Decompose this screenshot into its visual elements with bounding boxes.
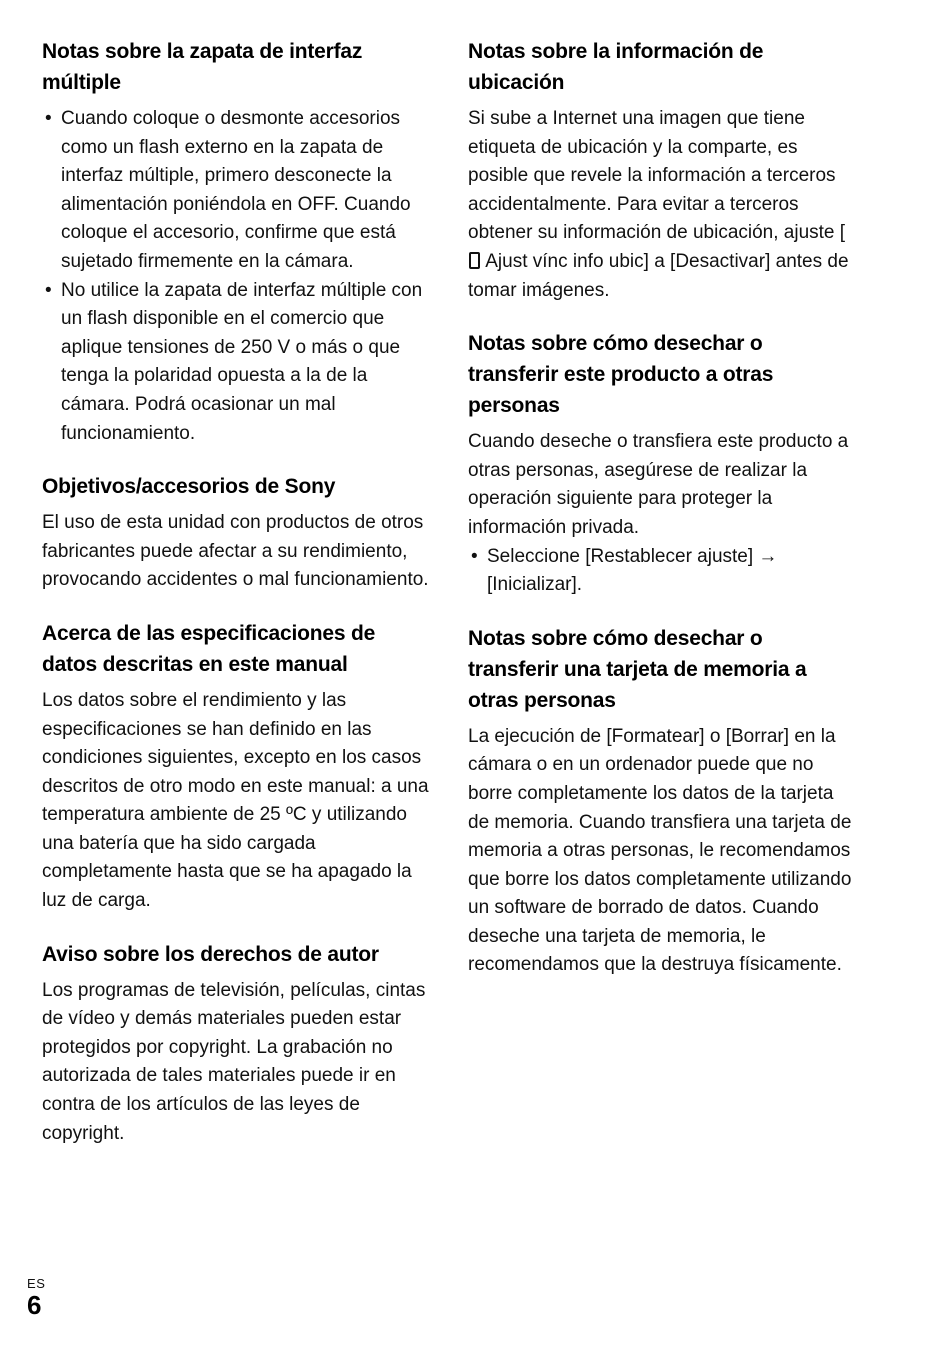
page-number: 6 xyxy=(27,1290,42,1320)
right-column xyxy=(468,36,856,1148)
bullet-list xyxy=(42,105,430,448)
two-column-layout xyxy=(42,36,912,1148)
left-column xyxy=(42,36,430,1148)
section-multi-interface-shoe xyxy=(42,36,430,448)
section-body: Los datos sobre el rendimiento y las especificaciones se han definido en las condiciones siguientes, excepto en los casos descritos de otro modo en este manual: a una temperatura ambiente de 25 ºC y utilizando una batería que ha sido cargada completamente hasta que se ha apagado la luz de carga. xyxy=(42,689,429,912)
section-heading: Notas sobre cómo desechar o transferir este producto a otras personas xyxy=(468,332,774,418)
section-copyright-notice xyxy=(42,939,430,1149)
bullet-item: • Seleccione [Restablecer ajuste] → [Inicializar]. xyxy=(468,543,856,600)
section-body xyxy=(468,105,856,305)
body-text-after-icon: Ajust vínc info ubic] a [Desactivar] antes de tomar imágenes. xyxy=(468,250,849,301)
body-text-before-icon: Si sube a Internet una imagen que tiene etiqueta de ubicación y la comparte, es posible que revele la información a terceros accidentalmente. Para evitar a terceros obtener su información de ubicación, ajuste [ xyxy=(468,108,846,244)
section-disposal-transfer-product xyxy=(468,328,856,600)
section-body: Los programas de televisión, películas, cintas de vídeo y demás materiales pueden estar protegidos por copyright. La grabación no autorizada de tales materiales puede ir en contra de los artículos de las leyes de copyright. xyxy=(42,979,426,1144)
section-heading: Acerca de las especificaciones de datos descritas en este manual xyxy=(42,621,376,676)
section-heading: Aviso sobre los derechos de autor xyxy=(42,942,379,966)
smartphone-icon xyxy=(469,252,480,269)
bullet-item: • Cuando coloque o desmonte accesorios como un flash externo en la zapata de interfaz múltiple, primero desconecte la alimentación poniéndola en OFF. Cuando coloque el accesorio, confirme que está sujetado firmemente en la cámara. xyxy=(42,105,430,277)
section-heading: Notas sobre cómo desechar o transferir una tarjeta de memoria a otras personas xyxy=(468,626,807,712)
section-heading: Notas sobre la información de ubicación xyxy=(468,40,764,94)
section-location-information xyxy=(468,36,856,305)
section-body: El uso de esta unidad con productos de otros fabricantes puede afectar a su rendimiento, provocando accidentes o mal funcionamiento. xyxy=(42,512,429,591)
section-sony-lenses-accessories xyxy=(42,471,430,595)
bullet-list xyxy=(468,543,856,600)
section-body: La ejecución de [Formatear] o [Borrar] en la cámara o en un ordenador puede que no borre completamente los datos de la tarjeta de memoria. Cuando transfiera una tarjeta de memoria a otras personas, le recomendamos que borre los datos completamente utilizando un software de borrado de datos. Cuando deseche una tarjeta de memoria, le recomendamos que la destruya físicamente. xyxy=(468,725,852,976)
language-code: ES xyxy=(27,1276,46,1291)
section-disposal-transfer-memory-card xyxy=(468,623,856,980)
section-heading: Objetivos/accesorios de Sony xyxy=(42,475,336,499)
section-heading: Notas sobre la zapata de interfaz múltiple xyxy=(42,40,363,94)
bullet-item: • No utilice la zapata de interfaz múltiple con un flash disponible en el comercio que aplique tensiones de 250 V o más o que tenga la polaridad opuesta a la de la cámara. Podrá ocasionar un mal funcionamiento. xyxy=(42,277,430,449)
page-footer xyxy=(27,1276,46,1319)
section-data-specifications xyxy=(42,618,430,916)
section-body: Cuando deseche o transfiera este producto a otras personas, asegúrese de realizar la operación siguiente para proteger la información privada. xyxy=(468,431,849,538)
